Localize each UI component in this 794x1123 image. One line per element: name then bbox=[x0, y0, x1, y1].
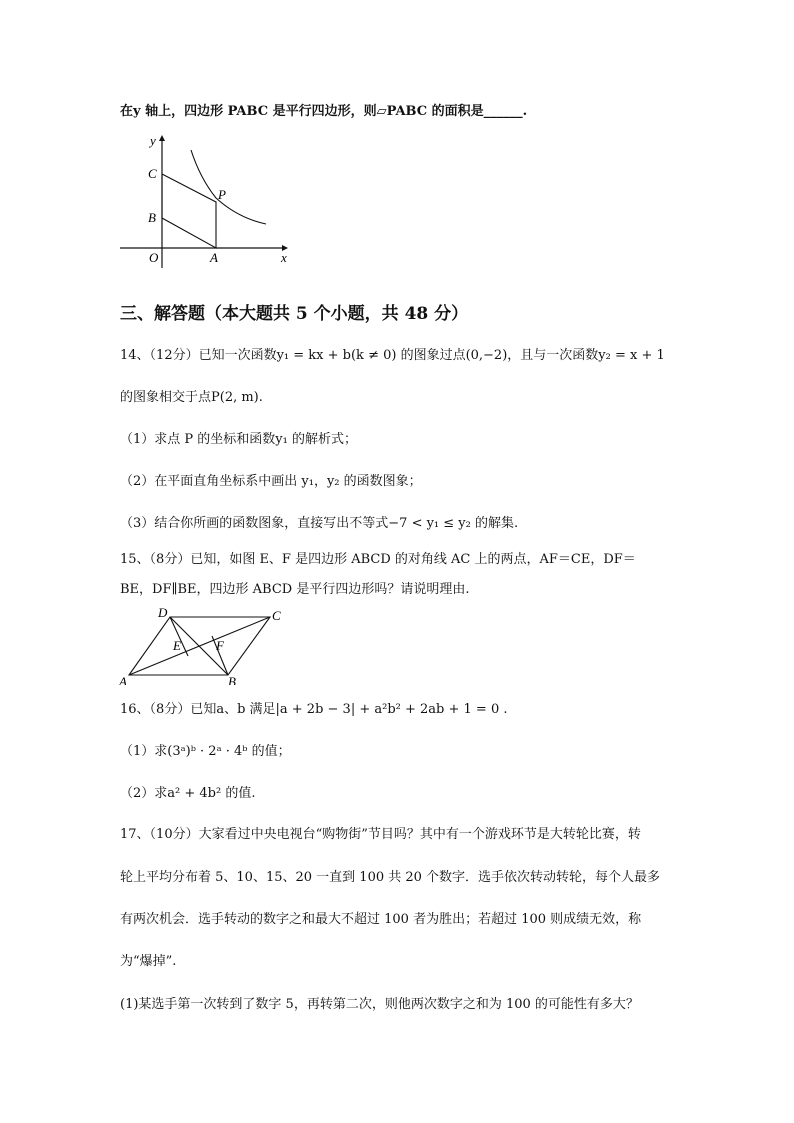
label-d: D bbox=[158, 605, 168, 620]
figure-15-parallelogram bbox=[115, 605, 295, 685]
label-p: P bbox=[218, 187, 226, 202]
label-a: A bbox=[119, 674, 127, 685]
y-axis-arrow bbox=[159, 135, 165, 141]
q14-line2: 的图象相交于点P(2, m). bbox=[120, 390, 263, 405]
q14-sub2: （2）在平面直角坐标系中画出 y₁，y₂ 的函数图象； bbox=[120, 474, 422, 489]
figure-13-graph bbox=[115, 128, 295, 268]
label-e: E bbox=[173, 638, 181, 653]
q14-line1: 14、（12分）已知一次函数y₁ = kx + b(k ≠ 0) 的图象过点(0,−2)，且与一次函数y₂ = x + 1 bbox=[120, 348, 665, 363]
q14-sub1: （1）求点 P 的坐标和函数y₁ 的解析式； bbox=[120, 432, 357, 447]
q16-line1: 16、（8分）已知a、b 满足|a + 2b − 3| + a²b² + 2ab + 1 = 0 . bbox=[120, 702, 508, 717]
q17-line1: 17、（10分）大家看过中央电视台“购物街”节目吗？其中有一个游戏环节是大转轮比赛，转 bbox=[120, 827, 641, 842]
q17-line4: 为“爆掉”. bbox=[120, 954, 177, 969]
section-3-title: 三、解答题（本大题共 5 个小题，共 48 分） bbox=[120, 304, 469, 324]
parallelogram-pabc bbox=[162, 174, 216, 248]
label-b: B bbox=[228, 674, 236, 685]
label-b: B bbox=[148, 210, 156, 225]
label-a: A bbox=[210, 250, 218, 265]
label-c: C bbox=[148, 166, 157, 181]
label-c: C bbox=[272, 608, 281, 623]
q13-text: 在y 轴上，四边形 PABC 是平行四边形，则▱PABC 的面积是______. bbox=[120, 104, 528, 119]
q17-sub1: (1)某选手第一次转到了数字 5，再转第二次，则他两次数字之和为 100 的可能性有多大？ bbox=[120, 997, 639, 1012]
q17-line3: 有两次机会．选手转动的数字之和最大不超过 100 者为胜出；若超过 100 则成绩无效，称 bbox=[120, 912, 642, 927]
q15-line2: BE，DF∥BE，四边形 ABCD 是平行四边形吗？请说明理由. bbox=[120, 582, 470, 597]
label-y: y bbox=[150, 133, 156, 148]
label-x: x bbox=[281, 250, 287, 265]
label-f: F bbox=[216, 638, 224, 653]
q16-sub2: （2）求a² + 4b² 的值. bbox=[120, 786, 256, 801]
q17-line2: 轮上平均分布着 5、10、15、20 一直到 100 共 20 个数字．选手依次转动转轮，每个人最多 bbox=[120, 870, 661, 885]
q15-line1: 15、（8分）已知，如图 E、F 是四边形 ABCD 的对角线 AC 上的两点，AF＝CE，DF＝ bbox=[120, 552, 636, 567]
q16-sub1: （1）求(3ᵃ)ᵇ · 2ᵃ · 4ᵇ 的值； bbox=[120, 744, 291, 759]
hyperbola-curve bbox=[191, 150, 266, 224]
q14-sub3: （3）结合你所画的函数图象，直接写出不等式−7 < y₁ ≤ y₂ 的解集. bbox=[120, 516, 519, 531]
label-o: O bbox=[149, 250, 159, 265]
